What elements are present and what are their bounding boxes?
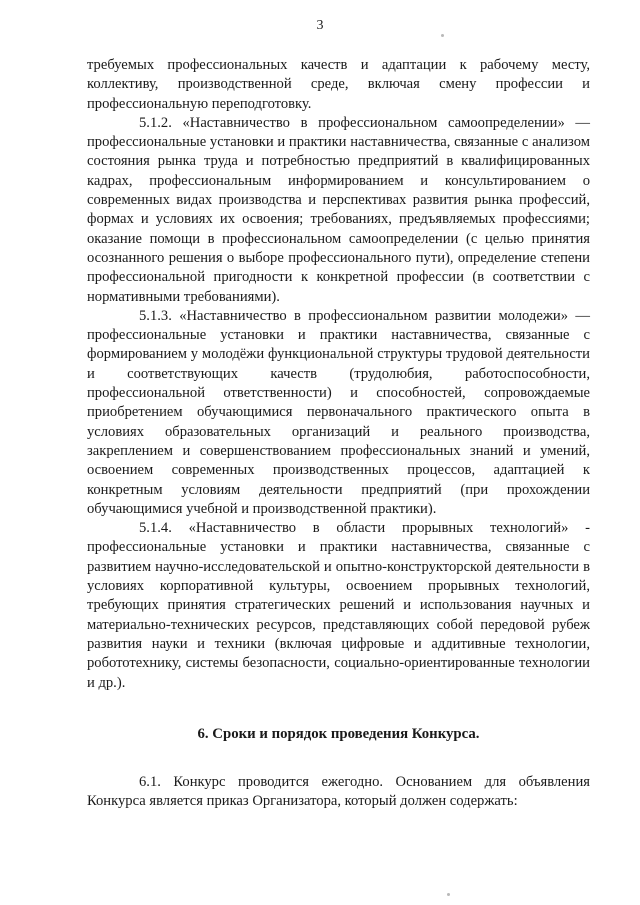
page-number: 3 <box>316 18 324 33</box>
paragraph-5-1-2: 5.1.2. «Наставничество в профессиональном самоопределении» — профессиональные установки и практики наставничества, связанные с анализом состояния рынка труда и потребностью предприятий в квалифицированных кадрах, профессиональным информированием и консультированием о современных видах производства и перспективах развития рынка профессий, формах и условиях их освоения; требованиях, предъявляемых профессиями; оказание помощи в профессиональном самоопределении (с целью принятия осознанного решения о выборе профессионального пути), определение степени профессиональной пригодности к конкретной профессии (в соответствии с нормативными требованиями). <box>87 114 590 305</box>
document-body <box>87 56 590 812</box>
paragraph-continuation: требуемых профессиональных качеств и адаптации к рабочему месту, коллективу, производственной среде, включая смену профессии и профессиональную переподготовку. <box>87 57 590 112</box>
paragraph-5-1-4: 5.1.4. «Наставничество в области прорывных технологий» - профессиональные установки и практики наставничества, связанные с развитием научно-исследовательской и опытно-конструкторской деятельности в условиях корпоративной культуры, освоением прорывных технологий, требующих принятия стратегических решений и использования научных и материально-технических ресурсов, представляющих собой передовой рубеж развития науки и техники (включая цифровые и аддитивные технологии, робототехнику, системы безопасности, социально-ориентированные технологии и др.). <box>87 520 590 691</box>
section-heading: 6. Сроки и порядок проведения Конкурса. <box>197 725 480 742</box>
scan-speck <box>441 34 444 37</box>
scan-speck <box>447 893 450 896</box>
paragraph-5-1-3: 5.1.3. «Наставничество в профессиональном развитии молодежи» — профессиональные установки и практики наставничества, связанные с формированием у молодёжи функциональной структуры трудовой деятельности и соответствующих качеств (трудолюбия, работоспособности, профессиональной ответственности) и способностей, сопровождаемые приобретением обучающимися первоначального практического опыта в условиях образовательных организаций и реального производства, закреплением и совершенствованием профессиональных знаний и умений, освоением современных производственных процессов, адаптацией к конкретным условиям деятельности предприятий (при прохождении обучающимися учебной и производственной практики). <box>87 307 590 517</box>
paragraph-6-1: 6.1. Конкурс проводится ежегодно. Основанием для объявления Конкурса является приказ Организатора, который должен содержать: <box>87 774 590 810</box>
